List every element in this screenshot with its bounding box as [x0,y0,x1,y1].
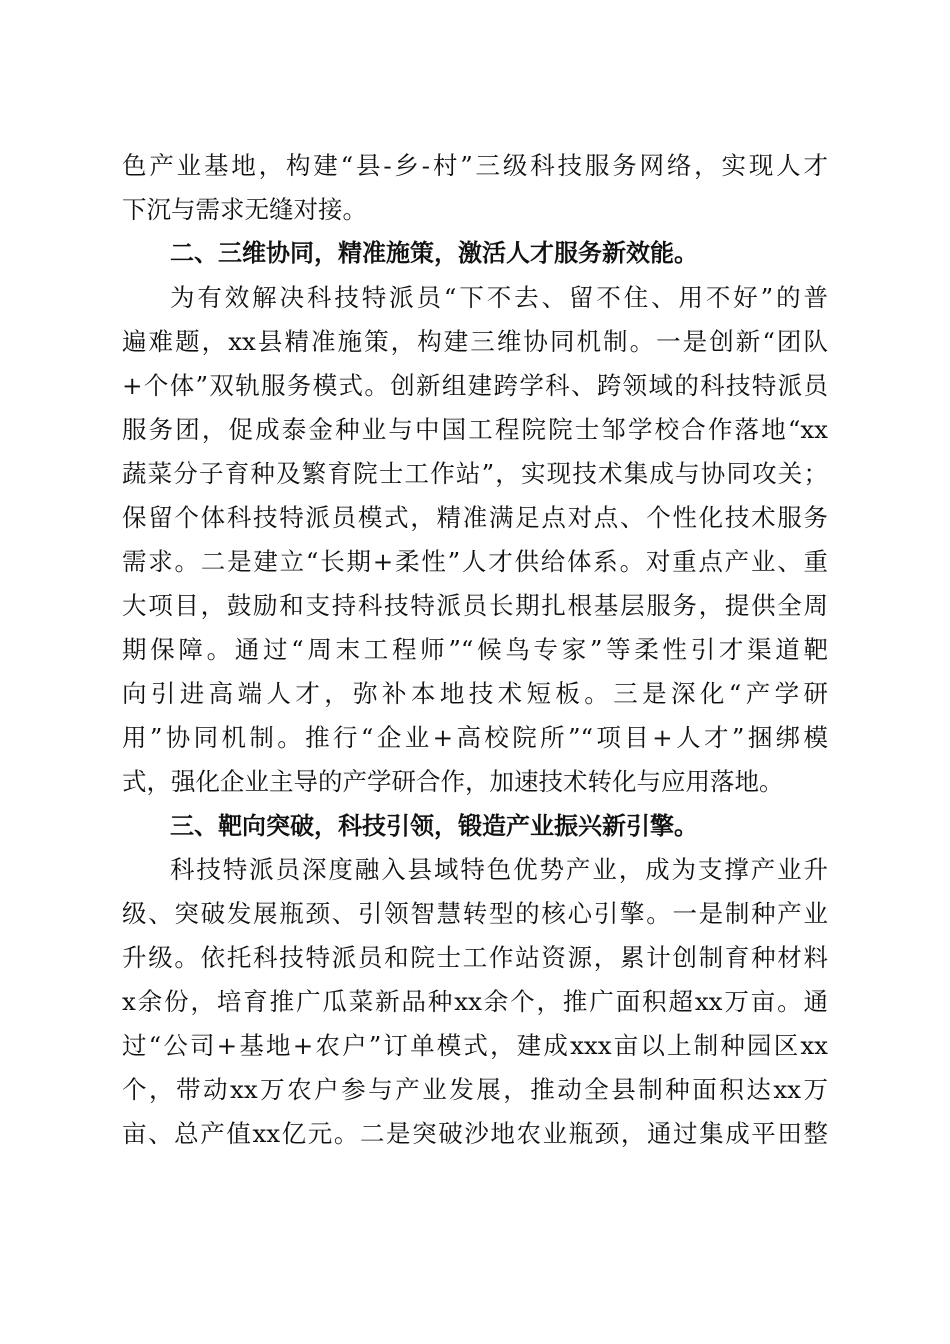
paragraph-line: 亩、总产值xx亿元。二是突破沙地农业瓶颈，通过集成平田整 [122,1119,828,1148]
paragraph-line: 为有效解决科技特派员“下不去、留不住、用不好”的普 [170,283,828,312]
paragraph-line: 向引进高端人才，弥补本地技术短板。三是深化“产学研 [122,679,828,708]
paragraph-line: 蔬菜分子育种及繁育院士工作站”，实现技术集成与协同攻关； [122,459,828,488]
section-heading-2: 二、三维协同，精准施策，激活人才服务新效能。 [170,239,698,267]
paragraph-line: 色产业基地，构建“县-乡-村”三级科技服务网络，实现人才 [122,151,828,180]
paragraph-line: 保留个体科技特派员模式，精准满足点对点、个性化技术服务 [122,503,828,532]
paragraph-line: 科技特派员深度融入县域特色优势产业，成为支撑产业升 [170,855,828,884]
paragraph-line: 遍难题，xx县精准施策，构建三维协同机制。一是创新“团队 [122,327,828,356]
paragraph-line: 升级。依托科技特派员和院士工作站资源，累计创制育种材料 [122,943,828,972]
paragraph-line: 式，强化企业主导的产学研合作，加速技术转化与应用落地。 [122,767,784,796]
paragraph-line: 用”协同机制。推行“企业+高校院所”“项目+人才”捆绑模 [122,723,828,752]
paragraph-line: 级、突破发展瓶颈、引领智慧转型的核心引擎。一是制种产业 [122,899,828,928]
paragraph-line: 期保障。通过“周末工程师”“候鸟专家”等柔性引才渠道靶 [122,635,828,664]
paragraph-line: 个，带动xx万农户参与产业发展，推动全县制种面积达xx万 [122,1075,828,1104]
paragraph-line: 下沉与需求无缝对接。 [122,195,367,224]
paragraph-line: 过“公司+基地+农户”订单模式，建成xxx亩以上制种园区xx [122,1031,828,1060]
paragraph-line: 服务团，促成泰金种业与中国工程院院士邹学校合作落地“xx [122,415,828,444]
paragraph-line: 大项目，鼓励和支持科技特派员长期扎根基层服务，提供全周 [122,591,828,620]
section-heading-3: 三、靶向突破，科技引领，锻造产业振兴新引擎。 [170,812,698,840]
paragraph-line: +个体”双轨服务模式。创新组建跨学科、跨领域的科技特派员 [122,371,828,400]
paragraph-line: x余份，培育推广瓜菜新品种xx余个，推广面积超xx万亩。通 [122,987,828,1016]
paragraph-line: 需求。二是建立“长期+柔性”人才供给体系。对重点产业、重 [122,547,828,576]
